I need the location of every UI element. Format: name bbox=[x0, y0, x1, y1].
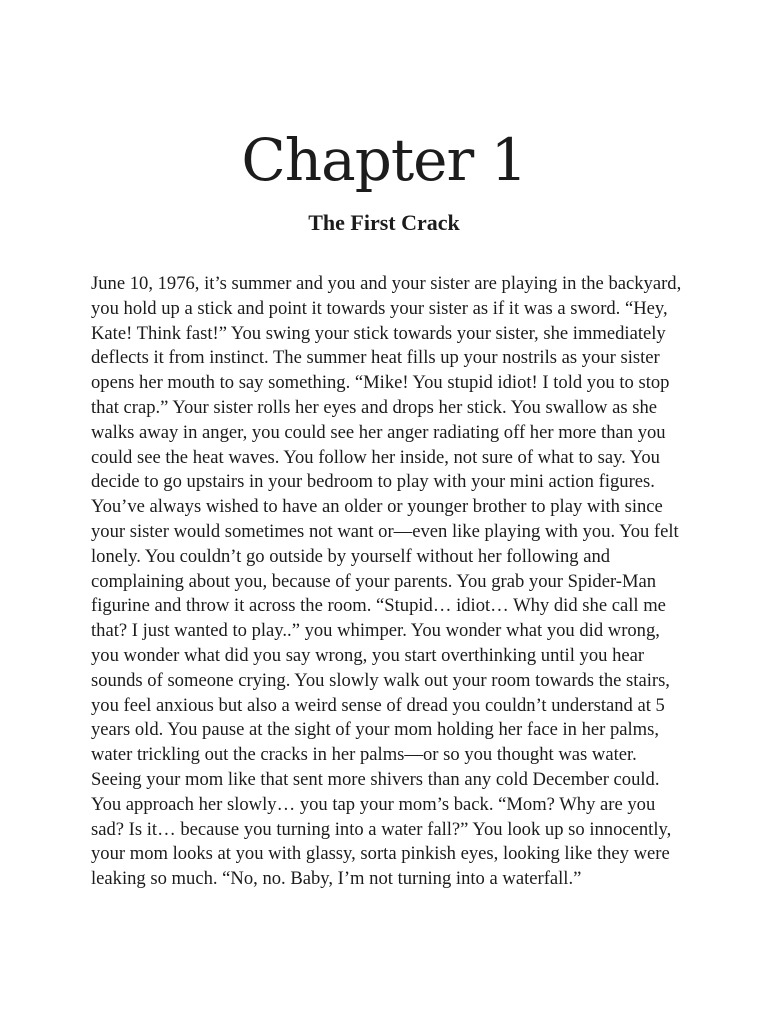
body-line: that? I just wanted to play..” you whimper. You wonder what you did wrong, bbox=[91, 620, 660, 642]
body-line: opens her mouth to say something. “Mike! You stupid idiot! I told you to stop bbox=[91, 372, 670, 394]
body-line: walks away in anger, you could see her anger radiating off her more than you bbox=[91, 421, 666, 443]
body-line: June 10, 1976, it’s summer and you and your sister are playing in the backyard, bbox=[91, 273, 682, 294]
body-line: leaking so much. “No, no. Baby, I’m not turning into a waterfall.” bbox=[91, 868, 582, 890]
body-line: you hold up a stick and point it towards your sister as if it was a sword. “Hey, bbox=[91, 297, 668, 319]
body-line: Seeing your mom like that sent more shivers than any cold December could. bbox=[91, 768, 660, 790]
chapter-subtitle: The First Crack bbox=[308, 210, 460, 235]
body-line: decide to go upstairs in your bedroom to play with your mini action figures. bbox=[91, 471, 655, 493]
body-line: deflects it from instinct. The summer heat fills up your nostrils as your sister bbox=[91, 347, 660, 369]
chapter-title: Chapter 1 bbox=[241, 126, 527, 194]
body-line: complaining about you, because of your parents. You grab your Spider-Man bbox=[91, 570, 657, 592]
body-line: your sister would sometimes not want or—even like playing with you. You felt bbox=[91, 520, 679, 542]
body-line: your mom looks at you with glassy, sorta pinkish eyes, looking like they were bbox=[91, 843, 670, 865]
body-line: you feel anxious but also a weird sense of dread you couldn’t understand at 5 bbox=[91, 694, 665, 716]
body-line: water trickling out the cracks in her palms—or so you thought was water. bbox=[91, 744, 637, 766]
body-line: figurine and throw it across the room. “Stupid… idiot… Why did she call me bbox=[91, 595, 666, 617]
body-line: sad? Is it… because you turning into a water fall?” You look up so innocently, bbox=[91, 818, 672, 840]
body-line: sounds of someone crying. You slowly walk out your room towards the stairs, bbox=[91, 669, 670, 691]
body-line: that crap.” Your sister rolls her eyes and drops her stick. You swallow as she bbox=[91, 396, 657, 418]
body-line: You’ve always wished to have an older or younger brother to play with since bbox=[91, 496, 663, 518]
body-line: Kate! Think fast!” You swing your stick towards your sister, she immediately bbox=[91, 322, 666, 344]
body-line: could see the heat waves. You follow her inside, not sure of what to say. You bbox=[91, 446, 660, 468]
body-line: you wonder what did you say wrong, you start overthinking until you hear bbox=[91, 644, 645, 666]
body-line: You approach her slowly… you tap your mom’s back. “Mom? Why are you bbox=[91, 793, 656, 815]
body-line: years old. You pause at the sight of your mom holding her face in her palms, bbox=[91, 719, 660, 741]
chapter-body bbox=[91, 272, 691, 892]
body-line: lonely. You couldn’t go outside by yourself without her following and bbox=[91, 545, 611, 567]
